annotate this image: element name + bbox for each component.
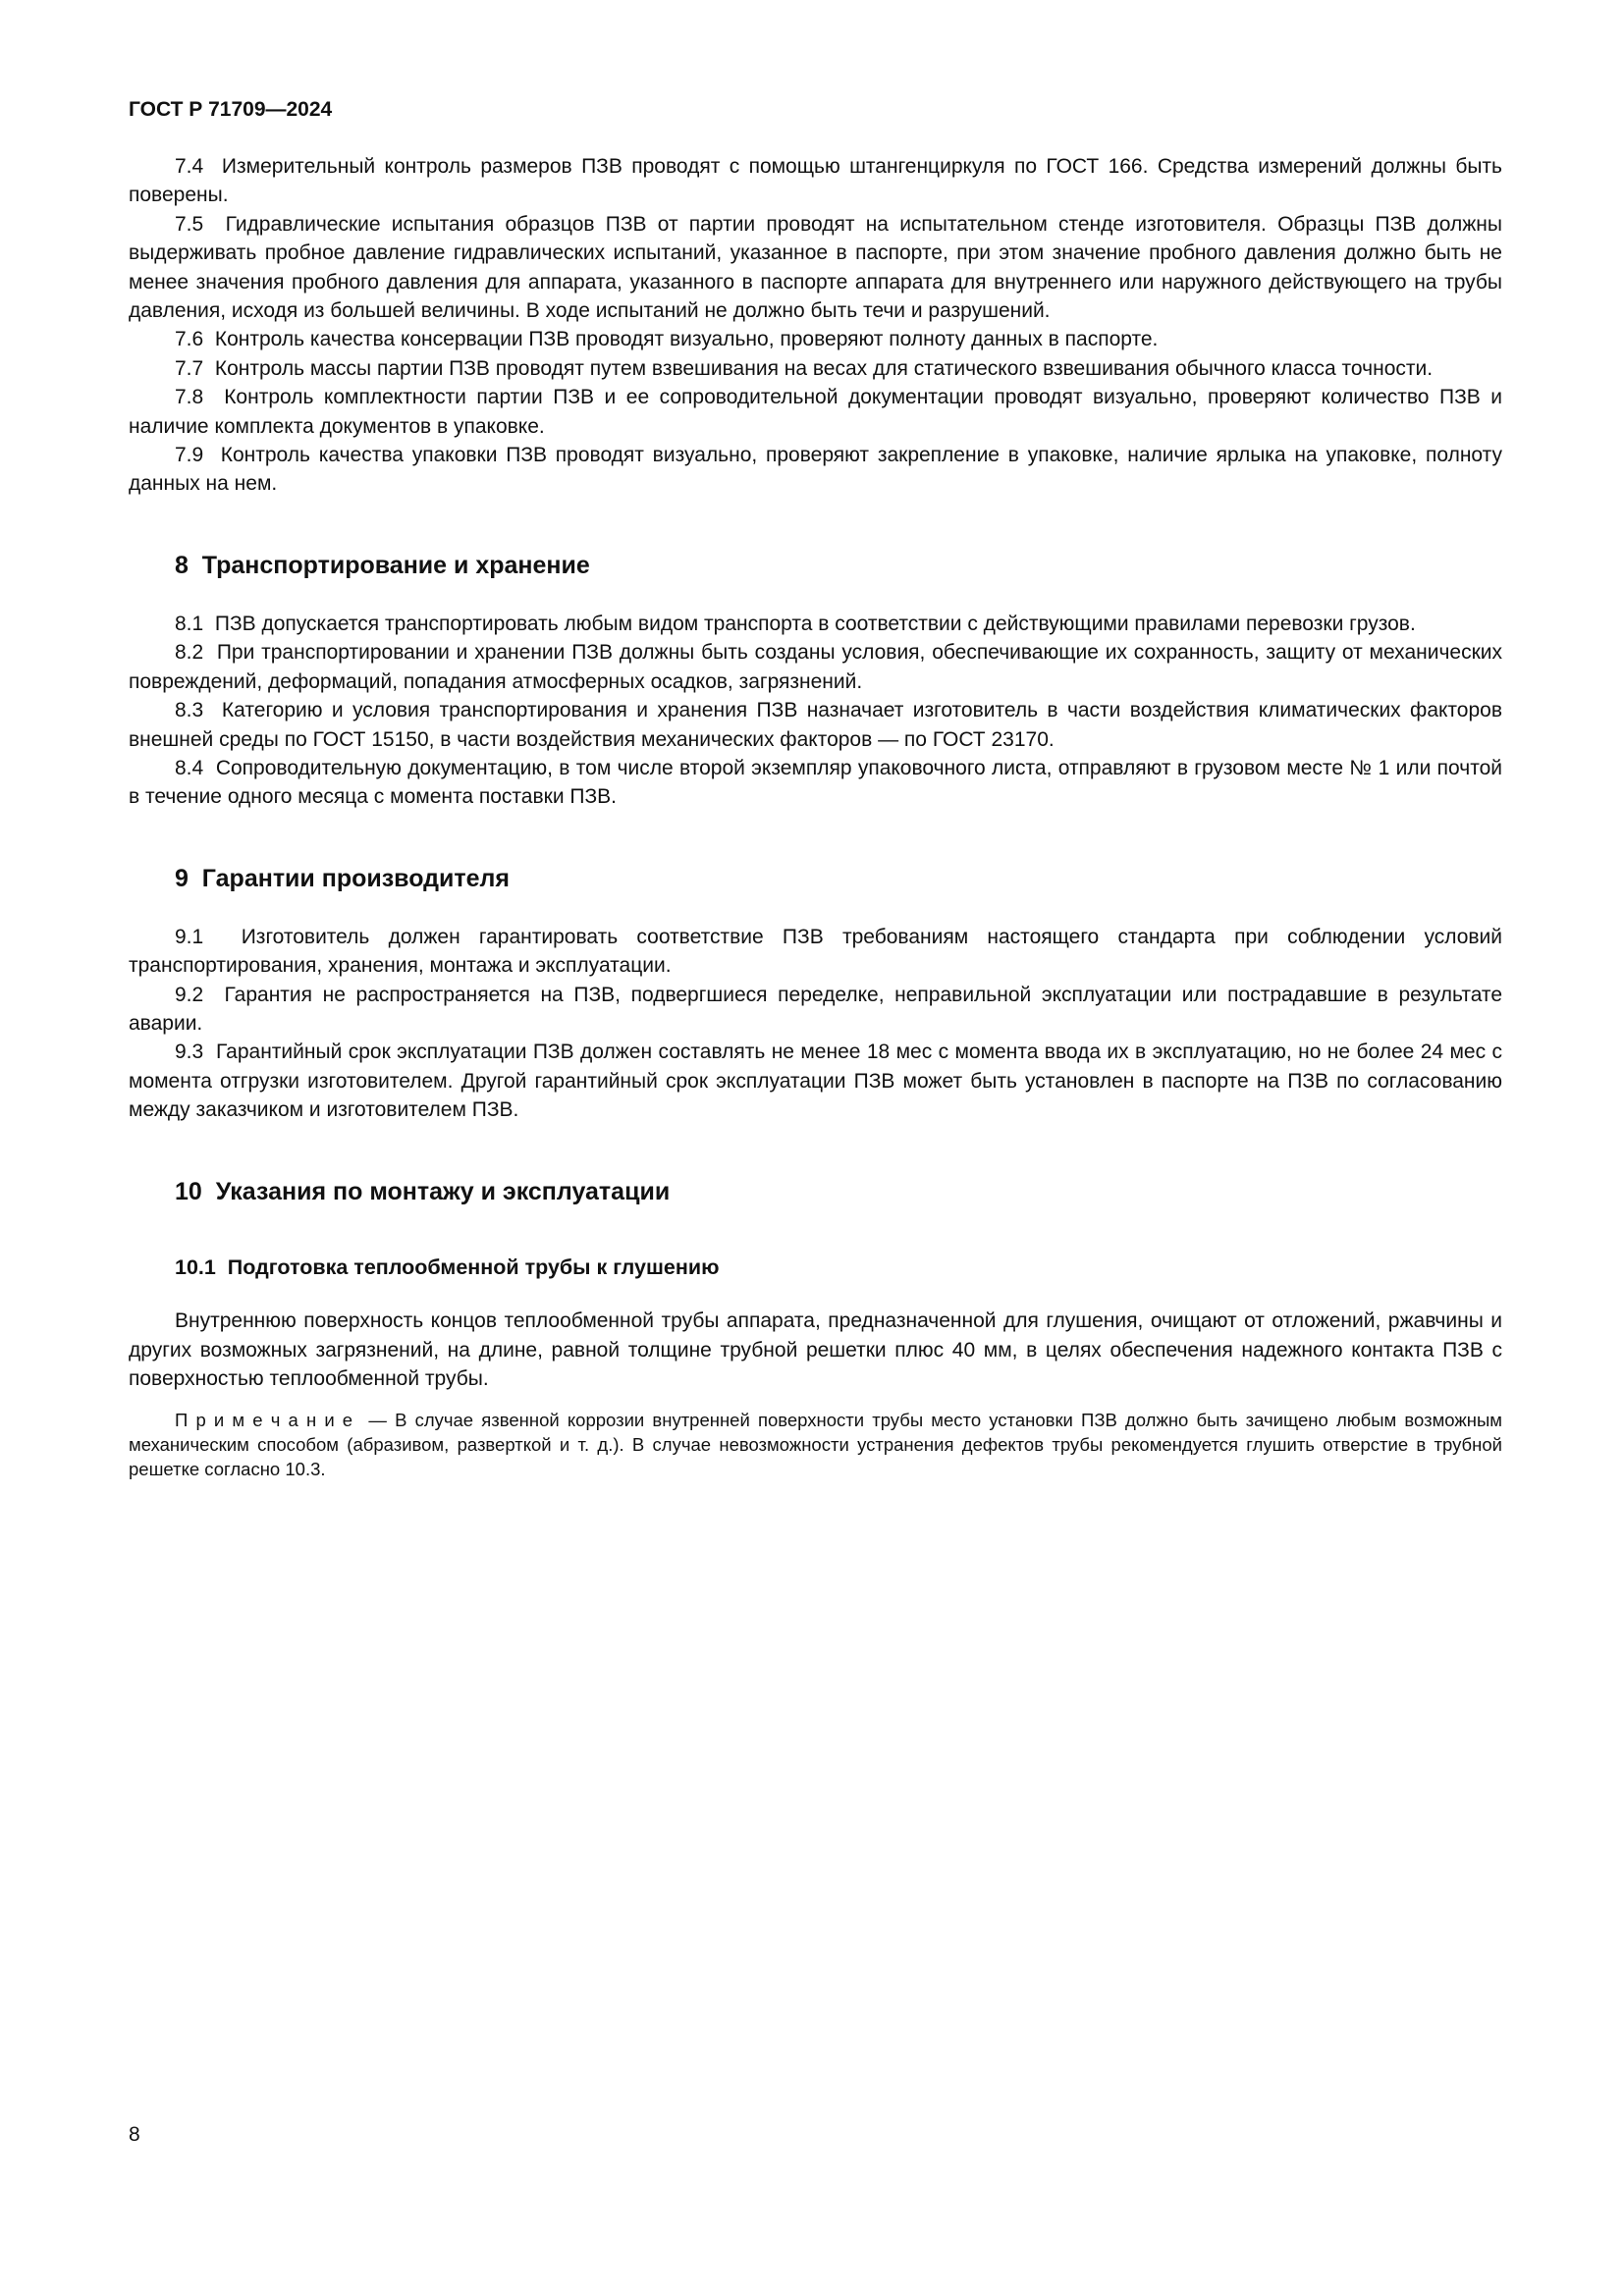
subsection-heading-10-1: 10.1 Подготовка теплообменной трубы к глушению <box>175 1255 720 1279</box>
paragraph-8-1: 8.1 ПЗВ допускается транспортировать любым видом транспорта в соответствии с действующими правилами перевозки грузов. <box>175 612 1416 635</box>
paragraph-7-6: 7.6 Контроль качества консервации ПЗВ проводят визуально, проверяют полноту данных в паспорте. <box>175 328 1159 351</box>
paragraph-9-2: 9.2 Гарантия не распространяется на ПЗВ, подвергшиеся переделке, неправильной эксплуатации или пострадавшие в результате аварии. <box>129 983 1502 1035</box>
paragraph-9-1: 9.1 Изготовитель должен гарантировать соответствие ПЗВ требованиям настоящего стандарта при соблюдении условий транспортирования, хранения, монтажа и эксплуатации. <box>129 925 1502 978</box>
page-number: 8 <box>129 2123 140 2146</box>
paragraph-7-9: 7.9 Контроль качества упаковки ПЗВ проводят визуально, проверяют закрепление в упаковке, наличие ярлыка на упаковке, полноту данных на нем. <box>129 444 1502 496</box>
paragraph-8-2: 8.2 При транспортировании и хранении ПЗВ должны быть созданы условия, обеспечивающие их сохранность, защиту от механических повреждений, деформаций, попадания атмосферных осадков, загрязнений. <box>129 641 1502 693</box>
paragraph-7-7: 7.7 Контроль массы партии ПЗВ проводят путем взвешивания на весах для статического взвешивания обычного класса точности. <box>175 356 1434 380</box>
paragraph-9-3: 9.3 Гарантийный срок эксплуатации ПЗВ должен составлять не менее 18 мес с момента ввода их в эксплуатацию, но не более 24 мес с момента отгрузки изготовителем. Другой гарантийный срок эксплуатации ПЗВ может быть установлен в паспорте на ПЗВ по согласованию между заказчиком и изготовителем ПЗВ. <box>129 1041 1502 1122</box>
note-paragraph: П р и м е ч а н и е — В случае язвенной коррозии внутренней поверхности трубы место установки ПЗВ должно быть зачищено любым возможным механическим способом (абразивом, разверткой и т. д.). В случае невозможности устранения дефектов трубы рекомендуется глушить отверстие в трубной решетке согласно 10.3. <box>129 1409 1502 1479</box>
paragraph-10-1: Внутреннюю поверхность концов теплообменной трубы аппарата, предназначенной для глушения, очищают от отложений, ржавчины и других возможных загрязнений, на длине, равной толщине трубной решетки плюс 40 мм, в целях обеспечения надежного контакта ПЗВ с поверхностью теплообменной трубы. <box>129 1309 1502 1391</box>
paragraph-7-8: 7.8 Контроль комплектности партии ПЗВ и ее сопроводительной документации проводят визуально, проверяют количество ПЗВ и наличие комплекта документов в упаковке. <box>129 386 1502 438</box>
document-header: ГОСТ Р 71709—2024 <box>129 98 333 121</box>
section-heading-10: 10 Указания по монтажу и эксплуатации <box>175 1177 671 1205</box>
paragraph-8-4: 8.4 Сопроводительную документацию, в том числе второй экземпляр упаковочного листа, отправляют в грузовом месте № 1 или почтой в течение одного месяца с момента поставки ПЗВ. <box>129 756 1502 809</box>
section-heading-9: 9 Гарантии производителя <box>175 864 511 892</box>
paragraph-7-4: 7.4 Измерительный контроль размеров ПЗВ проводят с помощью штангенциркуля по ГОСТ 166. Средства измерений должны быть поверены. <box>129 155 1502 207</box>
section-heading-8: 8 Транспортирование и хранение <box>175 551 590 579</box>
paragraph-7-5: 7.5 Гидравлические испытания образцов ПЗВ от партии проводят на испытательном стенде изготовителя. Образцы ПЗВ должны выдерживать пробное давление гидравлических испытаний, указанное в паспорте, при этом значение пробного давления должно быть не менее значения пробного давления для аппарата, указанного в паспорте аппарата для внутреннего или наружного действующего на трубы давления, исходя из большей величины. В ходе испытаний не должно быть течи и разрушений. <box>129 212 1502 323</box>
paragraph-8-3: 8.3 Категорию и условия транспортирования и хранения ПЗВ назначает изготовитель в части воздействия климатических факторов внешней среды по ГОСТ 15150, в части воздействия механических факторов — по ГОСТ 23170. <box>129 699 1502 751</box>
page-content <box>129 98 1502 1481</box>
